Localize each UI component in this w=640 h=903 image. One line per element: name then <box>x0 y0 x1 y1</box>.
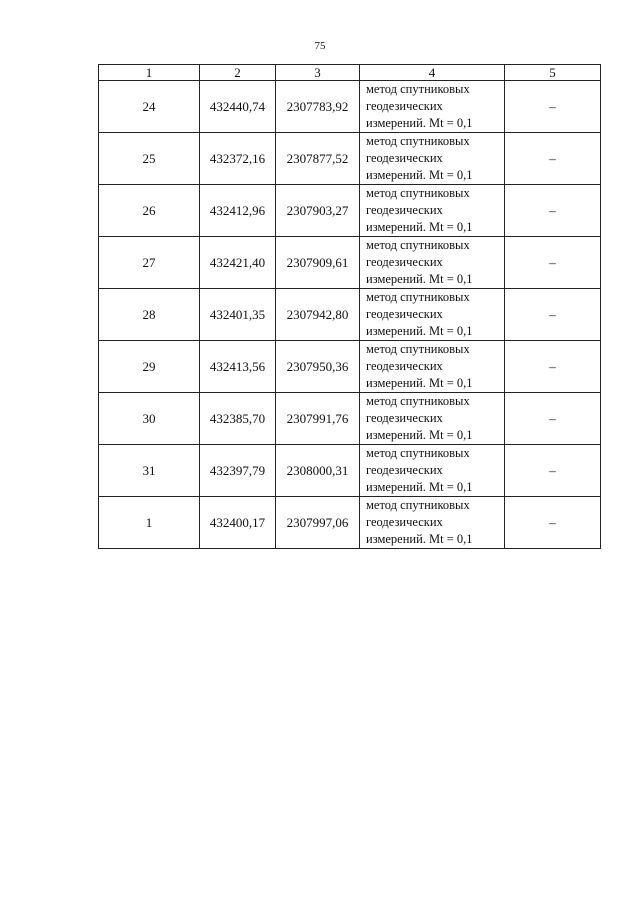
y-coordinate-cell: 2307909,61 <box>276 237 360 289</box>
point-number-cell: 30 <box>99 393 200 445</box>
point-number-cell: 29 <box>99 341 200 393</box>
x-coordinate-cell: 432397,79 <box>200 445 276 497</box>
point-number-cell: 25 <box>99 133 200 185</box>
table-row <box>99 341 601 393</box>
table-row <box>99 81 601 133</box>
method-line: метод спутниковых <box>366 186 470 200</box>
method-line: метод спутниковых <box>366 394 470 408</box>
method-line: метод спутниковых <box>366 446 470 460</box>
point-number-cell: 24 <box>99 81 200 133</box>
x-coordinate-cell: 432413,56 <box>200 341 276 393</box>
header-col-1: 1 <box>99 65 200 81</box>
method-cell <box>360 445 505 497</box>
note-cell: – <box>505 185 601 237</box>
method-line: геодезических <box>366 203 443 217</box>
method-line: измерений. Mt = 0,1 <box>366 168 473 182</box>
point-number-cell: 27 <box>99 237 200 289</box>
method-line: измерений. Mt = 0,1 <box>366 324 473 338</box>
method-line: измерений. Mt = 0,1 <box>366 428 473 442</box>
table-row <box>99 393 601 445</box>
point-number-cell: 1 <box>99 497 200 549</box>
method-line: геодезических <box>366 463 443 477</box>
y-coordinate-cell: 2307783,92 <box>276 81 360 133</box>
method-line: метод спутниковых <box>366 134 470 148</box>
note-cell: – <box>505 81 601 133</box>
method-line: метод спутниковых <box>366 498 470 512</box>
x-coordinate-cell: 432400,17 <box>200 497 276 549</box>
method-line: метод спутниковых <box>366 342 470 356</box>
method-cell <box>360 289 505 341</box>
x-coordinate-cell: 432412,96 <box>200 185 276 237</box>
method-line: измерений. Mt = 0,1 <box>366 220 473 234</box>
y-coordinate-cell: 2307997,06 <box>276 497 360 549</box>
method-line: геодезических <box>366 99 443 113</box>
method-line: геодезических <box>366 151 443 165</box>
table-body <box>99 81 601 549</box>
method-line: метод спутниковых <box>366 82 470 96</box>
method-line: измерений. Mt = 0,1 <box>366 116 473 130</box>
note-cell: – <box>505 445 601 497</box>
point-number-cell: 28 <box>99 289 200 341</box>
x-coordinate-cell: 432385,70 <box>200 393 276 445</box>
method-cell <box>360 497 505 549</box>
point-number-cell: 26 <box>99 185 200 237</box>
method-cell <box>360 393 505 445</box>
method-line: измерений. Mt = 0,1 <box>366 376 473 390</box>
table-header-row <box>99 65 601 81</box>
method-line: геодезических <box>366 515 443 529</box>
method-line: измерений. Mt = 0,1 <box>366 532 473 546</box>
table-row <box>99 237 601 289</box>
y-coordinate-cell: 2307903,27 <box>276 185 360 237</box>
x-coordinate-cell: 432440,74 <box>200 81 276 133</box>
y-coordinate-cell: 2307877,52 <box>276 133 360 185</box>
method-line: геодезических <box>366 359 443 373</box>
table-row <box>99 185 601 237</box>
table-row <box>99 497 601 549</box>
y-coordinate-cell: 2307942,80 <box>276 289 360 341</box>
method-line: измерений. Mt = 0,1 <box>366 480 473 494</box>
method-cell <box>360 185 505 237</box>
header-col-5: 5 <box>505 65 601 81</box>
note-cell: – <box>505 341 601 393</box>
method-cell <box>360 81 505 133</box>
method-line: геодезических <box>366 411 443 425</box>
header-col-3: 3 <box>276 65 360 81</box>
x-coordinate-cell: 432421,40 <box>200 237 276 289</box>
header-col-2: 2 <box>200 65 276 81</box>
table-row <box>99 289 601 341</box>
table-row <box>99 133 601 185</box>
note-cell: – <box>505 237 601 289</box>
table-row <box>99 445 601 497</box>
method-cell <box>360 341 505 393</box>
method-cell <box>360 237 505 289</box>
note-cell: – <box>505 133 601 185</box>
header-col-4: 4 <box>360 65 505 81</box>
note-cell: – <box>505 497 601 549</box>
y-coordinate-cell: 2307950,36 <box>276 341 360 393</box>
method-line: метод спутниковых <box>366 290 470 304</box>
note-cell: – <box>505 393 601 445</box>
method-line: измерений. Mt = 0,1 <box>366 272 473 286</box>
method-cell <box>360 133 505 185</box>
y-coordinate-cell: 2308000,31 <box>276 445 360 497</box>
method-line: геодезических <box>366 255 443 269</box>
method-line: геодезических <box>366 307 443 321</box>
note-cell: – <box>505 289 601 341</box>
method-line: метод спутниковых <box>366 238 470 252</box>
coordinates-table <box>98 64 601 549</box>
y-coordinate-cell: 2307991,76 <box>276 393 360 445</box>
point-number-cell: 31 <box>99 445 200 497</box>
x-coordinate-cell: 432401,35 <box>200 289 276 341</box>
page-number: 75 <box>314 40 326 52</box>
x-coordinate-cell: 432372,16 <box>200 133 276 185</box>
